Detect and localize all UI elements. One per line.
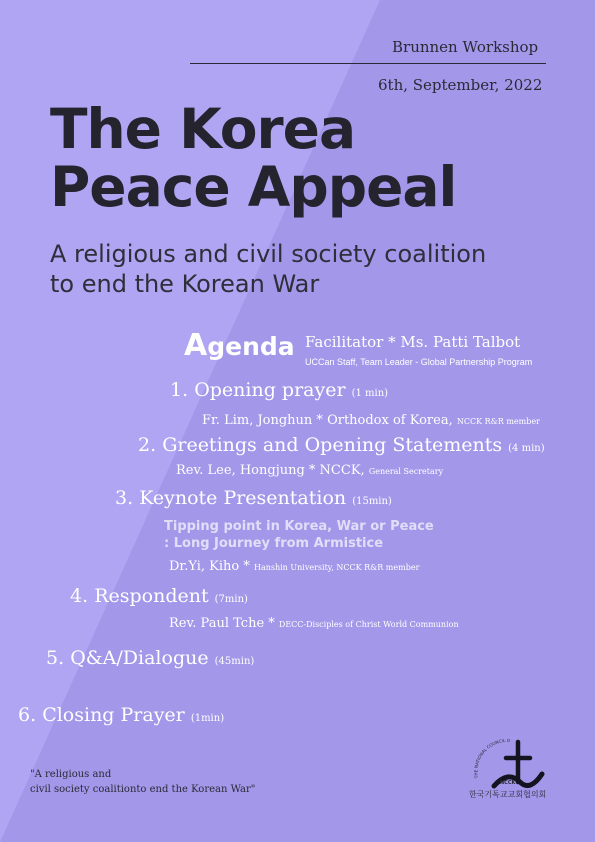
keynote-topic-line-2: : Long Journey from Armistice <box>164 536 384 551</box>
speaker-note: DECC-Disciples of Christ World Communion <box>278 620 459 629</box>
title-line-1: The Korea <box>50 97 356 161</box>
agenda-item-duration: (7min) <box>214 594 248 605</box>
keynote-topic <box>164 518 434 552</box>
keynote-topic-line-1: Tipping point in Korea, War or Peace <box>164 519 434 534</box>
agenda-item-number: 2. <box>138 434 157 456</box>
agenda-item-number: 5. <box>46 647 65 669</box>
agenda-item-duration: (15min) <box>352 496 392 507</box>
agenda-item-5 <box>46 647 254 669</box>
poster-title <box>50 97 457 219</box>
logo-korean-name: 한국기독교교회협의회 <box>469 790 547 799</box>
speaker-name: Rev. Lee, Hongjung * NCCK, <box>176 463 365 478</box>
facilitator: Facilitator * Ms. Patti Talbot <box>305 333 521 351</box>
speaker-note: NCCK R&R member <box>456 417 540 426</box>
title-line-2: Peace Appeal <box>50 155 457 219</box>
agenda-item-3 <box>115 487 392 509</box>
logo-mark: NCCK <box>500 780 516 786</box>
footer-quote-line-2: civil society coalitionto end the Korean War" <box>30 784 256 795</box>
agenda-item-label: Keynote Presentation <box>139 487 347 509</box>
agenda-heading-initial: A <box>184 328 208 363</box>
subtitle-line-2: to end the Korean War <box>50 270 320 298</box>
agenda-item-number: 6. <box>18 704 37 726</box>
poster-subtitle <box>50 239 486 299</box>
agenda-item-label: Respondent <box>94 585 209 607</box>
speaker-note: Hanshin University, NCCK R&R member <box>253 563 420 572</box>
agenda-item-2 <box>138 434 545 456</box>
agenda-item-duration: (45min) <box>214 656 255 667</box>
speaker-name: Rev. Paul Tche * <box>169 616 275 631</box>
speaker-name: Fr. Lim, Jonghun * Orthodox of Korea, <box>202 413 453 428</box>
agenda-item-1-speaker <box>202 413 540 428</box>
agenda-heading-rest: genda <box>207 332 295 361</box>
speaker-name: Dr.Yi, Kiho * <box>169 559 250 574</box>
agenda-item-1 <box>170 379 388 401</box>
agenda-item-label: Greetings and Opening Statements <box>162 434 503 456</box>
agenda-item-duration: (4 min) <box>508 443 545 454</box>
facilitator-note: UCCan Staff, Team Leader - Global Partnership Program <box>305 357 533 367</box>
agenda-item-label: Opening prayer <box>194 379 346 401</box>
footer-quote-line-1: "A religious and <box>30 769 112 780</box>
agenda-item-number: 3. <box>115 487 134 509</box>
agenda-item-label: Q&A/Dialogue <box>70 647 209 669</box>
agenda-item-label: Closing Prayer <box>42 704 185 726</box>
event-date: 6th, September, 2022 <box>378 76 543 94</box>
speaker-note: General Secretary <box>368 467 444 476</box>
subtitle-line-1: A religious and civil society coalition <box>50 240 487 268</box>
agenda-item-2-speaker <box>176 463 443 478</box>
agenda-heading <box>184 328 295 363</box>
header-divider <box>190 63 546 64</box>
logo-arc-text: THE NATIONAL COUNCIL O <box>473 737 511 779</box>
agenda-item-4 <box>70 585 248 607</box>
agenda-item-duration: (1min) <box>190 713 225 724</box>
agenda-item-number: 4. <box>70 585 89 607</box>
footer-quote <box>30 767 330 797</box>
workshop-name: Brunnen Workshop <box>392 38 539 56</box>
agenda-item-3-speaker <box>169 559 419 574</box>
agenda-item-number: 1. <box>170 379 189 401</box>
agenda-item-duration: (1 min) <box>351 388 389 399</box>
agenda-item-6 <box>18 704 224 726</box>
agenda-item-4-speaker <box>169 616 459 631</box>
